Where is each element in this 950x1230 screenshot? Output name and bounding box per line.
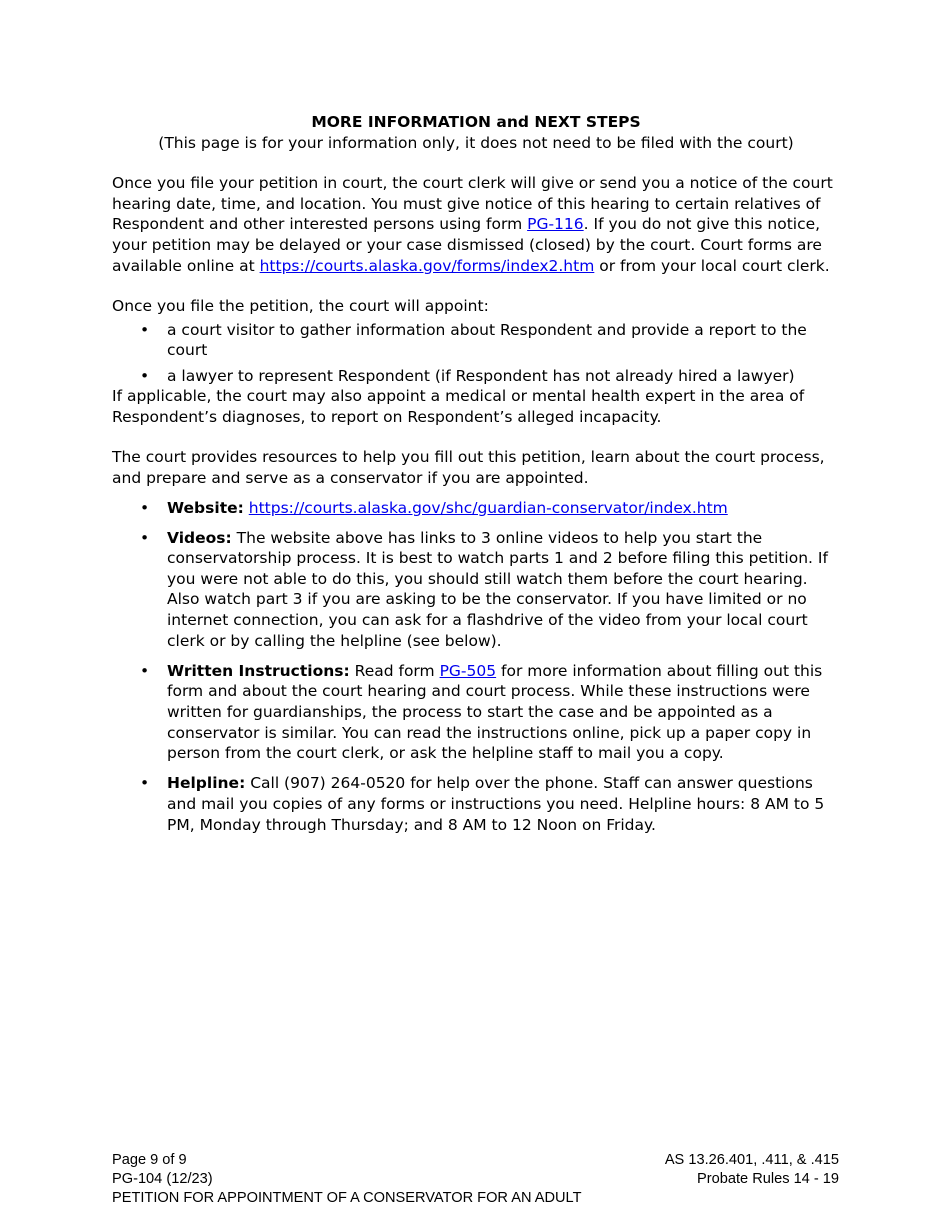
appointment-intro: Once you file the petition, the court will appoint: bbox=[112, 297, 489, 316]
videos-text: The website above has links to 3 online videos to help you start the conservatorship process. It is best to watch parts 1 and 2 before filing this petition. If you were not able to do this, you should still watch them before the court hearing. Also watch part 3 if you are asking to be the conservator. If you have limited or no internet connection, you can ask for a flashdrive of the video from your local court clerk or by calling the helpline (see below). bbox=[167, 528, 828, 650]
bullet-icon: • bbox=[140, 498, 150, 517]
expert-paragraph: If applicable, the court may also appoint a medical or mental health expert in the area of Respondent’s diagnoses, to report on Respondent’s alleged incapacity. bbox=[112, 387, 805, 426]
videos-label: Videos: bbox=[167, 528, 232, 547]
list-item-website bbox=[112, 498, 840, 519]
bullet-icon: • bbox=[140, 528, 150, 547]
list-item-helpline bbox=[112, 773, 840, 835]
form-title: PETITION FOR APPOINTMENT OF A CONSERVATOR FOR AN ADULT bbox=[112, 1190, 582, 1206]
bullet-icon: • bbox=[140, 320, 150, 339]
website-label: Website: bbox=[167, 498, 244, 517]
court-forms-link[interactable]: https://courts.alaska.gov/forms/index2.htm bbox=[259, 256, 595, 275]
helpline-text: Call (907) 264-0520 for help over the phone. Staff can answer questions and mail you copies of any forms or instructions you need. Helpline hours: 8 AM to 5 PM, Monday through Thursday; and 8 AM to 12 Noon on Friday. bbox=[167, 774, 825, 834]
written-text-2: for more information about filling out this form and about the court hearing and court process. While these instructions were written for guardianships, the process to start the case and be appointed as a conservator is similar. You can read the instructions online, pick up a paper copy in person from the court clerk, or ask the helpline staff to mail you a copy. bbox=[167, 661, 823, 763]
bullet-icon: • bbox=[140, 661, 150, 680]
pg-505-link[interactable]: PG-505 bbox=[439, 661, 497, 680]
website-link[interactable]: https://courts.alaska.gov/shc/guardian-conservator/index.htm bbox=[248, 498, 728, 517]
resources-list bbox=[112, 498, 840, 836]
written-text-1: Read form bbox=[349, 661, 440, 680]
notice-paragraph bbox=[112, 173, 840, 276]
notice-text-1: Once you file your petition in court, the court clerk will give or send you a notice of the court hearing date, time, and location. You must give notice of this hearing to certain relatives of Respondent and other interested persons using form bbox=[112, 174, 833, 234]
list-item-videos bbox=[112, 528, 840, 652]
appointment-list bbox=[112, 320, 840, 386]
rules-reference: Probate Rules 14 - 19 bbox=[697, 1171, 839, 1187]
list-item-text: a court visitor to gather information about Respondent and provide a report to the court bbox=[167, 320, 807, 360]
statute-reference: AS 13.26.401, .411, & .415 bbox=[664, 1152, 839, 1168]
helpline-label: Helpline: bbox=[167, 774, 246, 793]
list-item bbox=[112, 366, 840, 387]
notice-text-3: or from your local court clerk. bbox=[594, 256, 830, 275]
page-content bbox=[112, 112, 840, 845]
resources-intro: The court provides resources to help you fill out this petition, learn about the court process, and prepare and serve as a conservator if you are appointed. bbox=[112, 448, 825, 487]
bullet-icon: • bbox=[140, 366, 150, 385]
page-subtitle: (This page is for your information only, it does not need to be filed with the court) bbox=[158, 133, 794, 152]
bullet-icon: • bbox=[140, 774, 150, 793]
form-number: PG-104 (12/23) bbox=[112, 1171, 213, 1187]
page-title: MORE INFORMATION and NEXT STEPS bbox=[311, 113, 641, 131]
list-item bbox=[112, 320, 840, 361]
page-number: Page 9 of 9 bbox=[112, 1152, 187, 1168]
footer-left bbox=[112, 1151, 213, 1189]
written-label: Written Instructions: bbox=[167, 661, 350, 680]
list-item-text: a lawyer to represent Respondent (if Respondent has not already hired a lawyer) bbox=[167, 366, 795, 385]
pg-116-link[interactable]: PG-116 bbox=[527, 215, 584, 234]
list-item-written-instructions bbox=[112, 661, 840, 764]
notice-text-2: . If you do not give this notice, your petition may be delayed or your case dismissed (closed) by the court. Court forms are available online at bbox=[112, 215, 822, 275]
footer-right bbox=[665, 1151, 839, 1189]
